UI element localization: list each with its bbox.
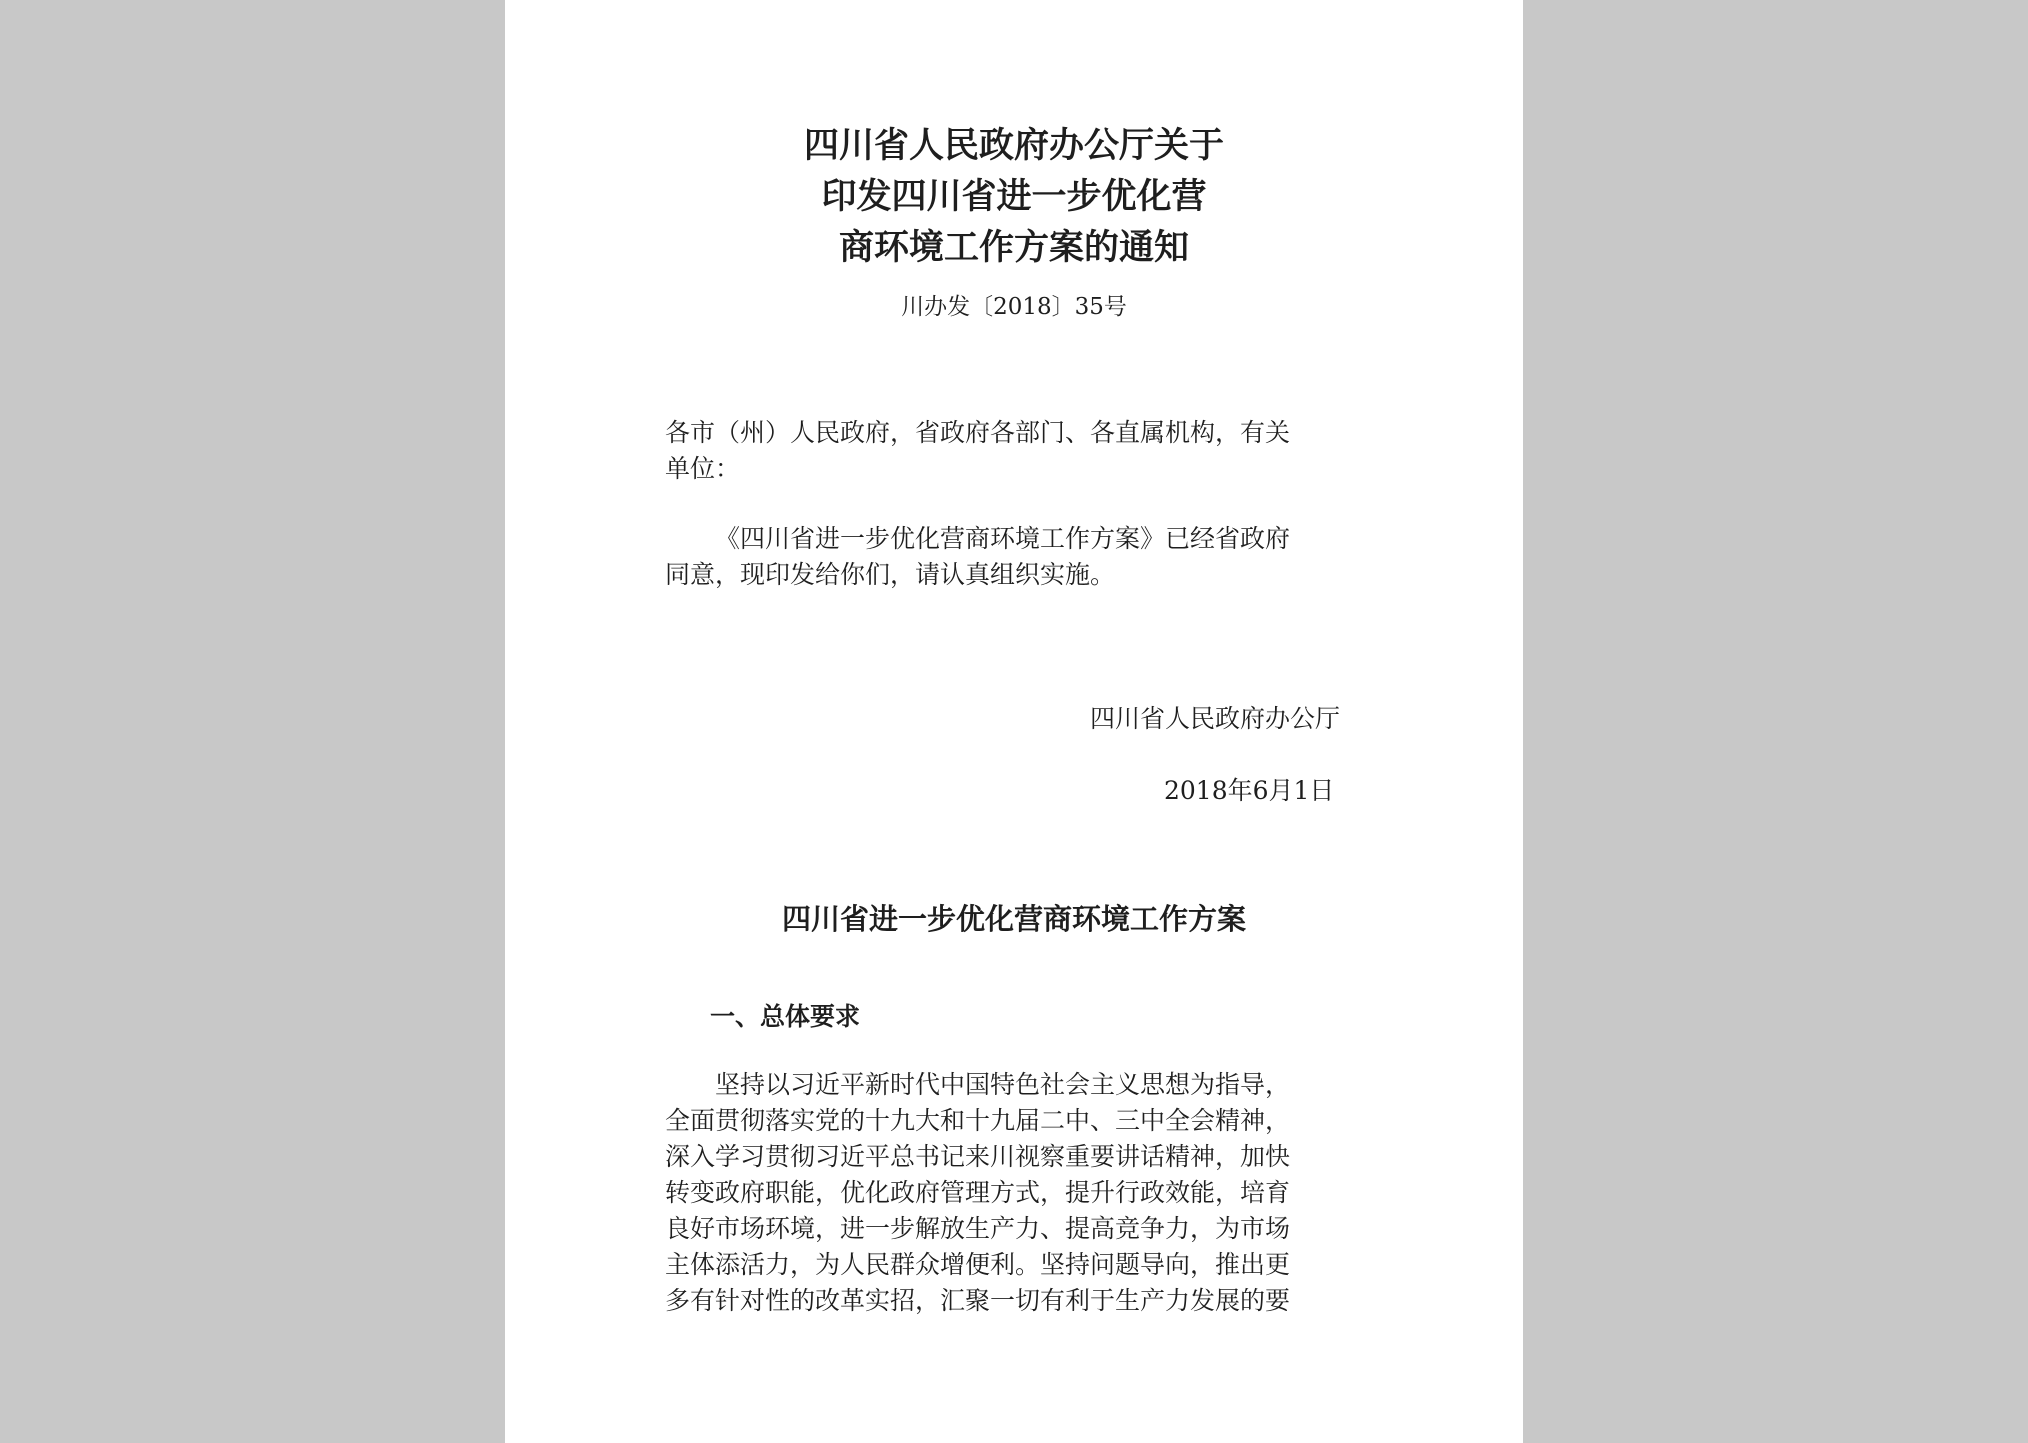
addressee-line-2: 单位： — [665, 454, 741, 483]
section-line-1: 坚持以习近平新时代中国特色社会主义思想为指导， — [715, 1070, 1291, 1099]
document-number: 川办发〔2018〕35号 — [901, 294, 1127, 320]
section-line-3: 深入学习贯彻习近平总书记来川视察重要讲话精神，加快 — [665, 1142, 1291, 1171]
addressee-paragraph — [665, 415, 1290, 487]
addressee-line-1: 各市（州）人民政府，省政府各部门、各直属机构，有关 — [665, 418, 1291, 447]
plan-title: 四川省进一步优化营商环境工作方案 — [781, 902, 1246, 936]
title-line-1: 四川省人民政府办公厅关于 — [803, 125, 1224, 166]
section-line-4: 转变政府职能，优化政府管理方式，提升行政效能，培育 — [665, 1178, 1291, 1207]
title-line-2: 印发四川省进一步优化营 — [821, 176, 1207, 217]
section-line-7: 多有针对性的改革实招，汇聚一切有利于生产力发展的要 — [665, 1286, 1291, 1315]
title-line-3: 商环境工作方案的通知 — [838, 227, 1189, 268]
body-line-2: 同意，现印发给你们，请认真组织实施。 — [665, 560, 1116, 589]
section-line-6: 主体添活力，为人民群众增便利。坚持问题导向，推出更 — [665, 1250, 1291, 1279]
body-paragraph — [665, 521, 1290, 593]
section-heading: 一、总体要求 — [710, 1002, 861, 1031]
issue-date: 2018年6月1日 — [1164, 776, 1335, 805]
section-line-5: 良好市场环境，进一步解放生产力、提高竞争力，为市场 — [665, 1214, 1291, 1243]
section-paragraph — [665, 1067, 1290, 1319]
section-line-2: 全面贯彻落实党的十九大和十九届二中、三中全会精神， — [665, 1106, 1291, 1135]
body-line-1: 《四川省进一步优化营商环境工作方案》已经省政府 — [715, 524, 1291, 553]
document-page — [505, 0, 1523, 1443]
signature: 四川省人民政府办公厅 — [1090, 704, 1341, 733]
